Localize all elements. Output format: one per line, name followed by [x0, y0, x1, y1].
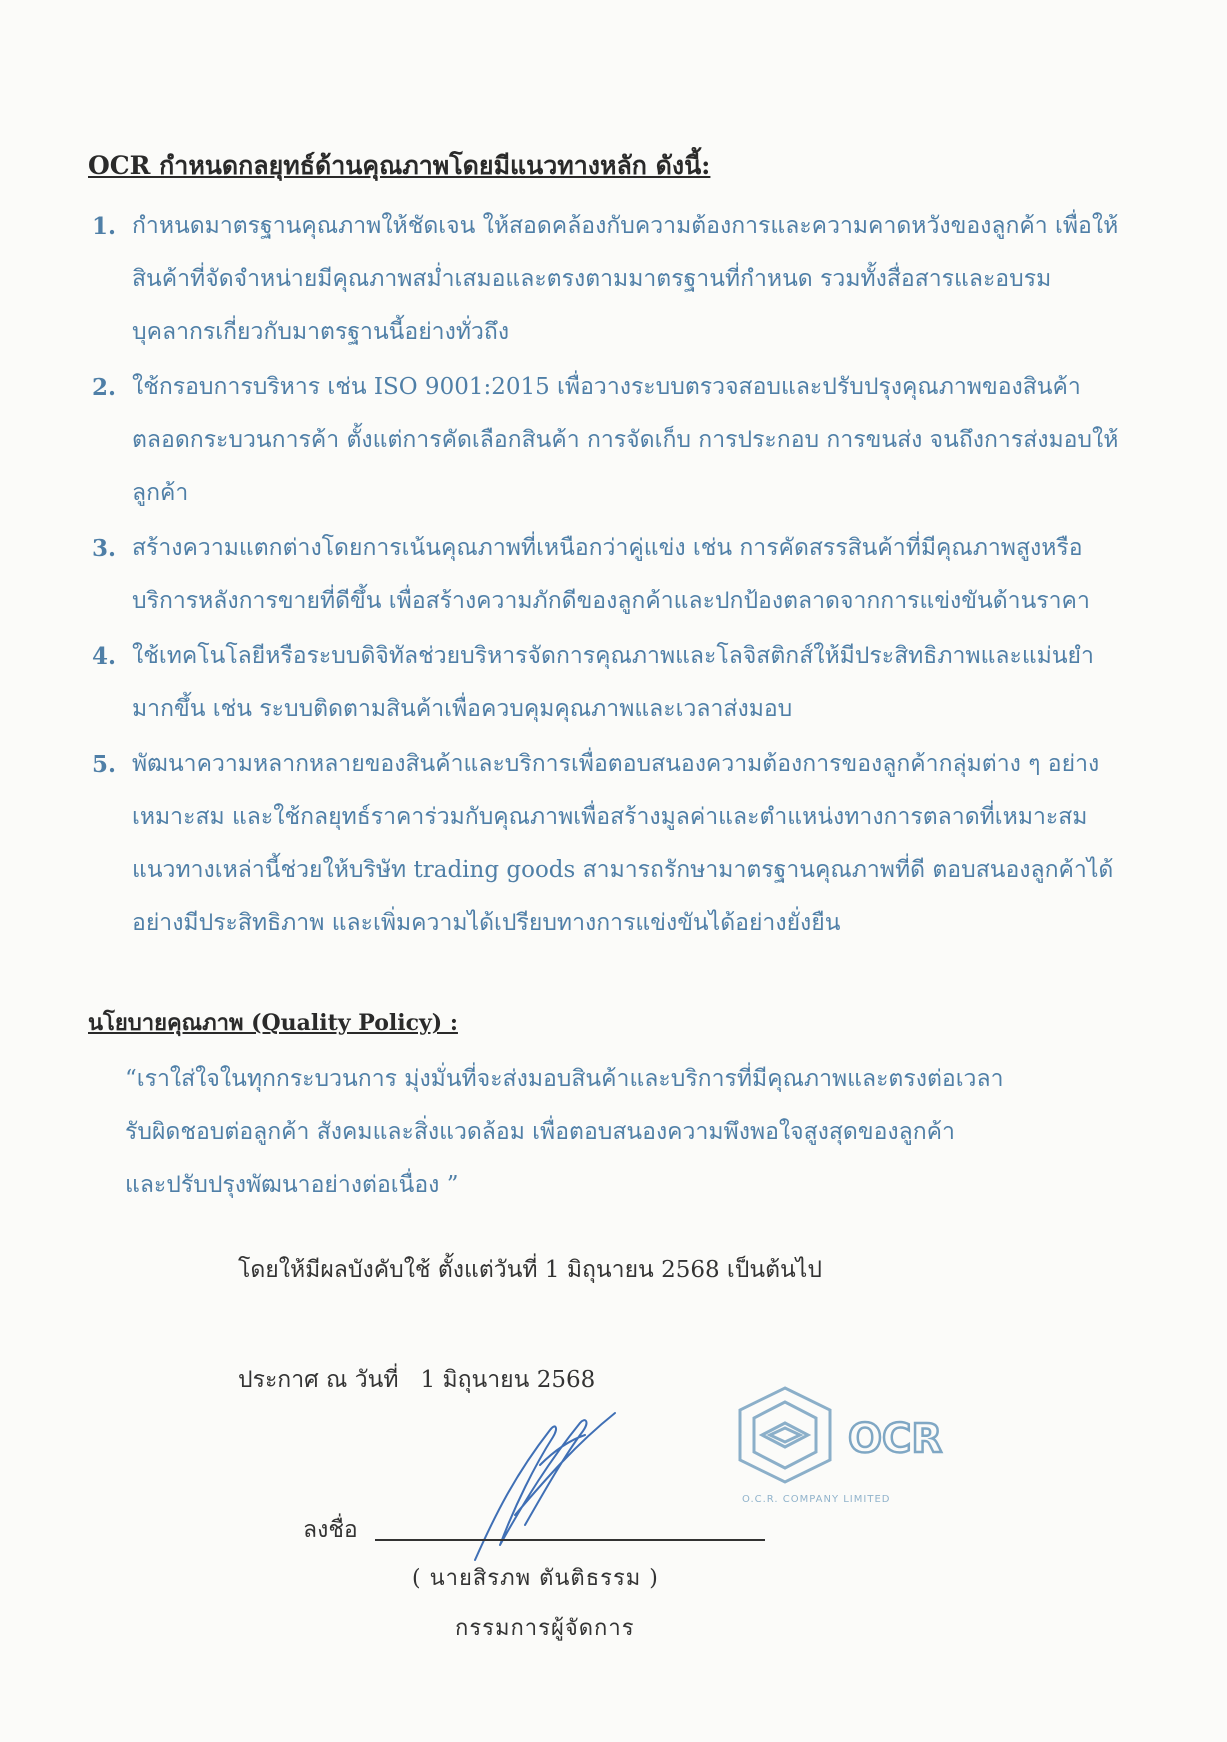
effective-date-text: โดยให้มีผลบังคับใช้ ตั้งแต่วันที่ 1 มิถุนายน 2568 เป็นต้นไป — [238, 1257, 822, 1283]
strategy-line: สินค้าที่จัดจำหน่ายมีคุณภาพสม่ำเสมอและตรงตามมาตรฐานที่กำหนด รวมทั้งสื่อสารและอบรม — [132, 266, 1052, 292]
strategy-list — [92, 200, 1152, 952]
strategy-line: ใช้กรอบการบริหาร เช่น ISO 9001:2015 เพื่อวางระบบตรวจสอบและปรับปรุงคุณภาพของสินค้า — [132, 374, 1081, 400]
strategy-item — [92, 522, 1152, 628]
signature-scribble — [455, 1405, 635, 1565]
strategy-number: 2. — [92, 374, 117, 401]
stamp-caption: O.C.R. COMPANY LIMITED — [742, 1494, 891, 1505]
strategy-line: เหมาะสม และใช้กลยุทธ์ราคาร่วมกับคุณภาพเพื่อสร้างมูลค่าและตำแหน่งทางการตลาดที่เหมาะสม — [132, 804, 1088, 830]
strategy-item — [92, 630, 1152, 736]
strategy-line: บุคลากรเกี่ยวกับมาตรฐานนี้อย่างทั่วถึง — [132, 319, 510, 345]
announcement-label: ประกาศ ณ วันที่ — [238, 1367, 399, 1393]
strategy-line: ลูกค้า — [132, 480, 189, 506]
signer-title: กรรมการผู้จัดการ — [455, 1616, 635, 1641]
announcement-date-value: 1 มิถุนายน 2568 — [420, 1367, 596, 1393]
strategy-line: ตลอดกระบวนการค้า ตั้งแต่การคัดเลือกสินค้า การจัดเก็บ การประกอบ การขนส่ง จนถึงการส่งมอบให้ — [132, 427, 1119, 453]
strategy-line: กำหนดมาตรฐานคุณภาพให้ชัดเจน ให้สอดคล้องกับความต้องการและความคาดหวังของลูกค้า เพื่อให้ — [132, 213, 1119, 239]
strategy-line: แนวทางเหล่านี้ช่วยให้บริษัท trading goods สามารถรักษามาตรฐานคุณภาพที่ดี ตอบสนองลูกค้าได้ — [132, 857, 1114, 883]
signer-name: ( นายสิรภพ ตันติธรรม ) — [412, 1566, 659, 1591]
strategy-line: ใช้เทคโนโลยีหรือระบบดิจิทัลช่วยบริหารจัดการคุณภาพและโลจิสติกส์ให้มีประสิทธิภาพและแม่นยำ — [132, 643, 1094, 669]
strategy-heading: OCR กำหนดกลยุทธ์ด้านคุณภาพโดยมีแนวทางหลัก ดังนี้: — [88, 151, 711, 180]
policy-line: และปรับปรุงพัฒนาอย่างต่อเนื่อง ” — [125, 1172, 459, 1198]
strategy-item — [92, 200, 1152, 359]
policy-line: รับผิดชอบต่อลูกค้า สังคมและสิ่งแวดล้อม เพื่อตอบสนองความพึงพอใจสูงสุดของลูกค้า — [125, 1119, 955, 1145]
strategy-line: พัฒนาความหลากหลายของสินค้าและบริการเพื่อตอบสนองความต้องการของลูกค้ากลุ่มต่าง ๆ อย่าง — [132, 751, 1100, 777]
quality-policy-statement — [125, 1053, 1003, 1212]
announcement-date — [238, 1362, 595, 1398]
strategy-item — [92, 738, 1152, 950]
strategy-number: 4. — [92, 643, 117, 670]
strategy-item — [92, 361, 1152, 520]
strategy-number: 5. — [92, 751, 117, 778]
policy-line: “เราใส่ใจในทุกกระบวนการ มุ่งมั่นที่จะส่งมอบสินค้าและบริการที่มีคุณภาพและตรงต่อเวลา — [125, 1066, 1004, 1092]
stamp-logo-text: OCR — [848, 1416, 943, 1462]
signature-line — [375, 1539, 765, 1541]
strategy-line: มากขึ้น เช่น ระบบติดตามสินค้าเพื่อควบคุมคุณภาพและเวลาส่งมอบ — [132, 696, 793, 722]
strategy-number: 3. — [92, 535, 117, 562]
quality-policy-heading: นโยบายคุณภาพ (Quality Policy) : — [88, 1010, 458, 1036]
strategy-line: บริการหลังการขายที่ดีขึ้น เพื่อสร้างความภักดีของลูกค้าและปกป้องตลาดจากการแข่งขันด้านราคา — [132, 588, 1090, 614]
strategy-number: 1. — [92, 213, 117, 240]
strategy-line: อย่างมีประสิทธิภาพ และเพิ่มความได้เปรียบทางการแข่งขันได้อย่างยั่งยืน — [132, 910, 841, 936]
sign-label: ลงชื่อ — [303, 1517, 358, 1543]
strategy-line: สร้างความแตกต่างโดยการเน้นคุณภาพที่เหนือกว่าคู่แข่ง เช่น การคัดสรรสินค้าที่มีคุณภาพสูงหรือ — [132, 535, 1083, 561]
